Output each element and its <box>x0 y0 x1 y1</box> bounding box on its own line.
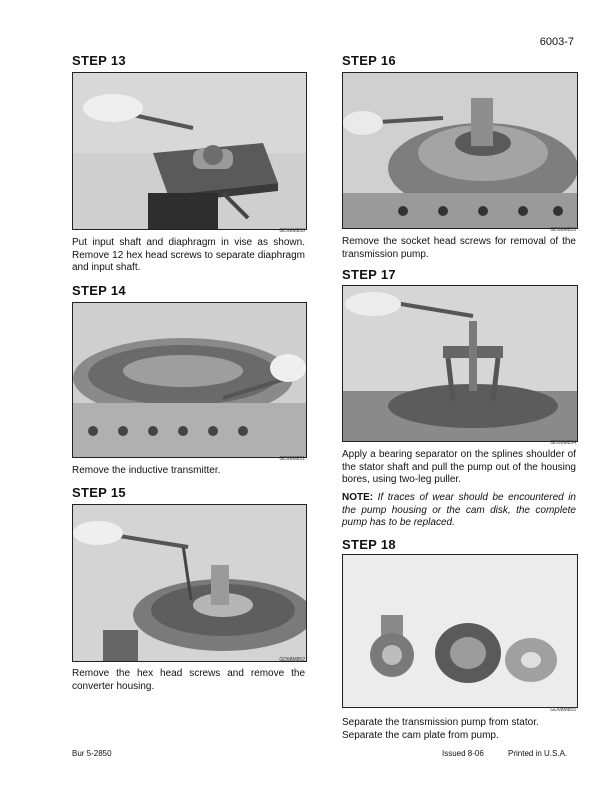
step-14-photo-code: GD98M851 <box>279 456 305 462</box>
step-18-photo-code: GD98M855 <box>550 707 576 713</box>
footer-doc-id: Bur 5-2850 <box>72 749 112 758</box>
note-text: If traces of wear should be encountered in the pump housing or the cam disk, the complete pump has to be replaced. <box>342 492 576 529</box>
step-17-note <box>342 492 576 530</box>
footer-issued: Issued 8-06 <box>442 749 484 758</box>
step-14-heading: STEP 14 <box>72 283 126 298</box>
step-16-caption: Remove the socket head screws for removal of the transmission pump. <box>342 236 576 260</box>
page-number: 6003-7 <box>539 36 574 48</box>
step-13-photo <box>72 72 307 230</box>
step-15-heading: STEP 15 <box>72 485 126 500</box>
step-16-heading: STEP 16 <box>342 53 396 68</box>
step-13-caption: Put input shaft and diaphragm in vise as shown. Remove 12 hex head screws to separate diaphragm and input shaft. <box>72 237 305 274</box>
step-14-photo <box>72 302 307 458</box>
footer-printed: Printed in U.S.A. <box>508 749 568 758</box>
step-17-photo-code: GD98M854 <box>550 440 576 446</box>
step-17-caption: Apply a bearing separator on the splines shoulder of the stator shaft and pull the pump out of the housing bores, using two-leg puller. <box>342 449 576 486</box>
step-14-caption: Remove the inductive transmitter. <box>72 465 221 476</box>
step-18-photo <box>342 554 578 708</box>
step-18-caption-line-1: Separate the transmission pump from stator. <box>342 717 539 728</box>
step-17-photo <box>342 285 578 442</box>
step-16-photo <box>342 72 578 229</box>
step-15-caption: Remove the hex head screws and remove the converter housing. <box>72 668 305 692</box>
step-13-heading: STEP 13 <box>72 53 126 68</box>
step-13-photo-code: GD98M850 <box>279 228 305 234</box>
step-16-photo-code: GD98M853 <box>550 227 576 233</box>
step-15-photo-code: GD98M852 <box>279 657 305 663</box>
step-15-photo <box>72 504 307 662</box>
note-label: NOTE: <box>342 492 374 503</box>
step-18-caption-line-2: Separate the cam plate from pump. <box>342 730 499 741</box>
step-17-heading: STEP 17 <box>342 267 396 282</box>
step-18-heading: STEP 18 <box>342 537 396 552</box>
